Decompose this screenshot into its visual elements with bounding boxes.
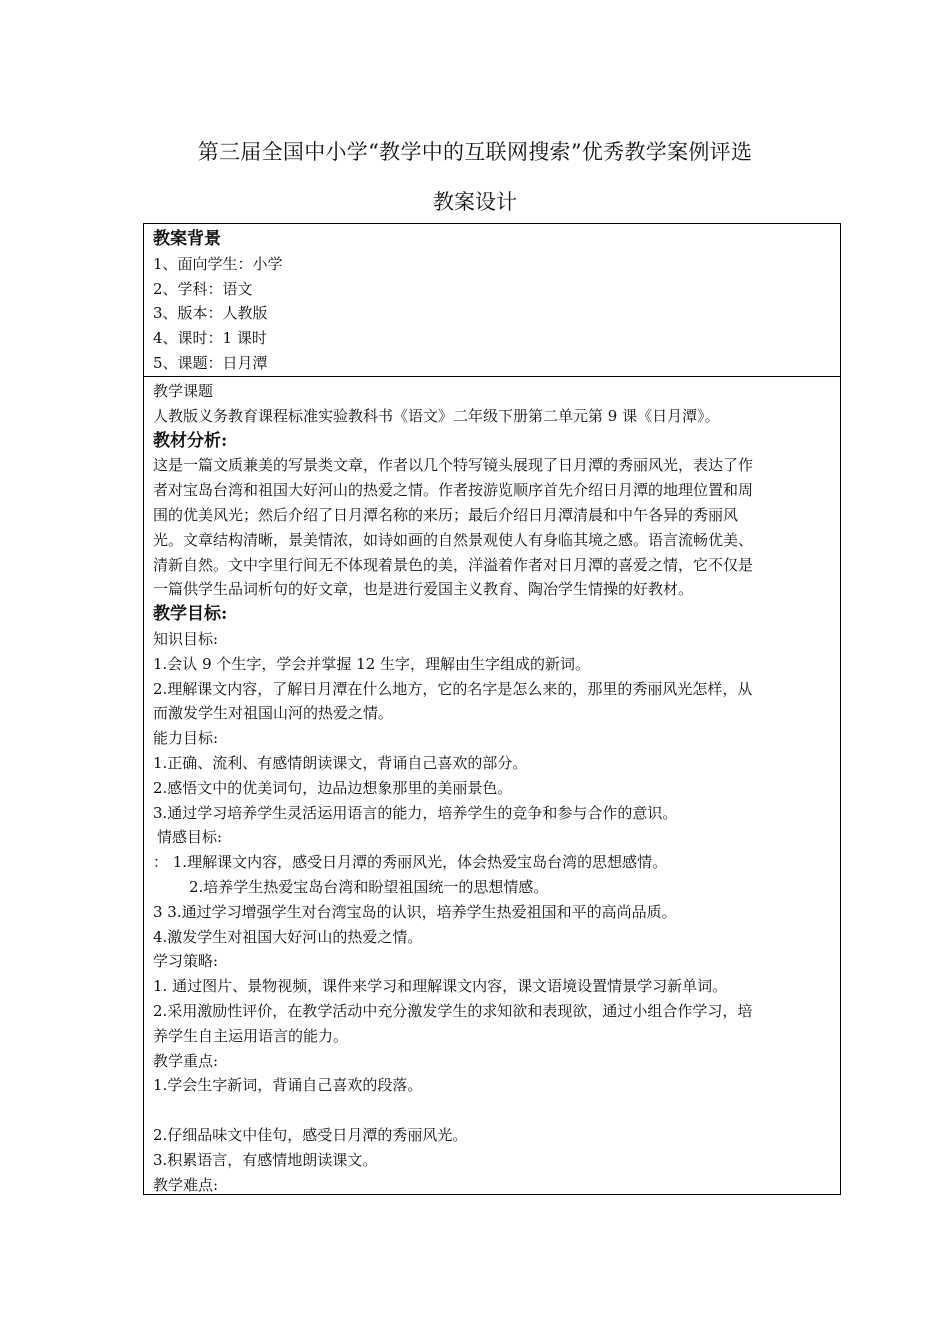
analysis-line: 一篇供学生品词析句的好文章，也是进行爱国主义教育、陶冶学生情操的好教材。 xyxy=(153,580,694,599)
emotion-line: 4.激发学生对祖国大好河山的热爱之情。 xyxy=(153,927,423,946)
background-item: 3、版本：人教版 xyxy=(153,304,268,323)
blank-line xyxy=(153,1098,832,1123)
content-cell xyxy=(144,377,840,1194)
strategy-line: 养学生自主运用语言的能力。 xyxy=(153,1026,349,1045)
analysis-line: 围的优美风光；然后介绍了日月潭名称的来历；最后介绍日月潭清晨和中午各异的秀丽风 xyxy=(153,505,739,524)
lesson-plan-table xyxy=(143,223,841,1195)
topic-text: 人教版义务教育课程标准实验教科书《语文》二年级下册第二单元第 9 课《日月潭》。 xyxy=(153,406,720,425)
emotion-line: ： 1.理解课文内容，感受日月潭的秀丽风光，体会热爱宝岛台湾的思想感情。 xyxy=(153,853,668,872)
ability-line: 2.感悟文中的优美词句，边品边想象那里的美丽景色。 xyxy=(153,778,513,797)
strategy-line: 2.采用激励性评价，在教学活动中充分激发学生的求知欲和表现欲，通过小组合作学习，培 xyxy=(153,1001,753,1020)
knowledge-line: 而激发学生对祖国山河的热爱之情。 xyxy=(153,704,394,723)
focus-line: 3.积累语言，有感情地朗读课文。 xyxy=(153,1150,378,1169)
analysis-heading: 教材分析: xyxy=(153,430,228,451)
analysis-line: 清新自然。文中字里行间无不体现着景色的美，洋溢着作者对日月潭的喜爱之情，它不仅是 xyxy=(153,555,754,574)
background-cell xyxy=(144,224,840,377)
emotion-line: 3 3.通过学习增强学生对台湾宝岛的认识，培养学生热爱祖国和平的高尚品质。 xyxy=(153,902,677,921)
knowledge-label: 知识目标: xyxy=(153,629,219,648)
analysis-line: 光。文章结构清晰，景美情浓，如诗如画的自然景观使人有身临其境之感。语言流畅优美、 xyxy=(153,530,754,549)
knowledge-line: 2.理解课文内容，了解日月潭在什么地方，它的名字是怎么来的，那里的秀丽风光怎样，从 xyxy=(153,679,753,698)
focus-line: 1.学会生字新词，背诵自己喜欢的段落。 xyxy=(153,1076,423,1095)
analysis-line: 这是一篇文质兼美的写景类文章，作者以几个特写镜头展现了日月潭的秀丽风光，表达了作 xyxy=(153,456,754,475)
ability-line: 3.通过学习培养学生灵活运用语言的能力，培养学生的竞争和参与合作的意识。 xyxy=(153,803,678,822)
topic-label: 教学课题 xyxy=(153,382,214,400)
background-item: 2、学科：语文 xyxy=(153,279,253,298)
ability-line: 1.正确、流利、有感情朗读课文，背诵自己喜欢的部分。 xyxy=(153,753,528,772)
emotion-label: 情感目标: xyxy=(157,828,223,847)
document-title: 第三届全国中小学“教学中的互联网搜索”优秀教学案例评选 xyxy=(197,140,753,164)
document-subtitle: 教案设计 xyxy=(433,190,517,214)
ability-label: 能力目标: xyxy=(153,729,219,748)
knowledge-line: 1.会认 9 个生字，学会并掌握 12 生字，理解由生字组成的新词。 xyxy=(153,654,591,673)
difficulty-label: 教学难点: xyxy=(153,1175,219,1194)
background-item: 4、课时：1 课时 xyxy=(153,329,267,348)
goals-heading: 教学目标: xyxy=(153,604,228,625)
background-item: 1、面向学生：小学 xyxy=(153,254,283,273)
strategy-label: 学习策略: xyxy=(153,952,219,971)
analysis-line: 者对宝岛台湾和祖国大好河山的热爱之情。作者按游览顺序首先介绍日月潭的地理位置和周 xyxy=(153,481,754,500)
strategy-line: 1. 通过图片、景物视频，课件来学习和理解课文内容，课文语境设置情景学习新单词。 xyxy=(153,977,728,996)
background-heading: 教案背景 xyxy=(153,229,221,249)
focus-label: 教学重点: xyxy=(153,1051,219,1070)
emotion-line: 2.培养学生热爱宝岛台湾和盼望祖国统一的思想情感。 xyxy=(189,877,549,896)
focus-line: 2.仔细品味文中佳句，感受日月潭的秀丽风光。 xyxy=(153,1125,468,1144)
background-item: 5、课题：日月潭 xyxy=(153,353,268,372)
